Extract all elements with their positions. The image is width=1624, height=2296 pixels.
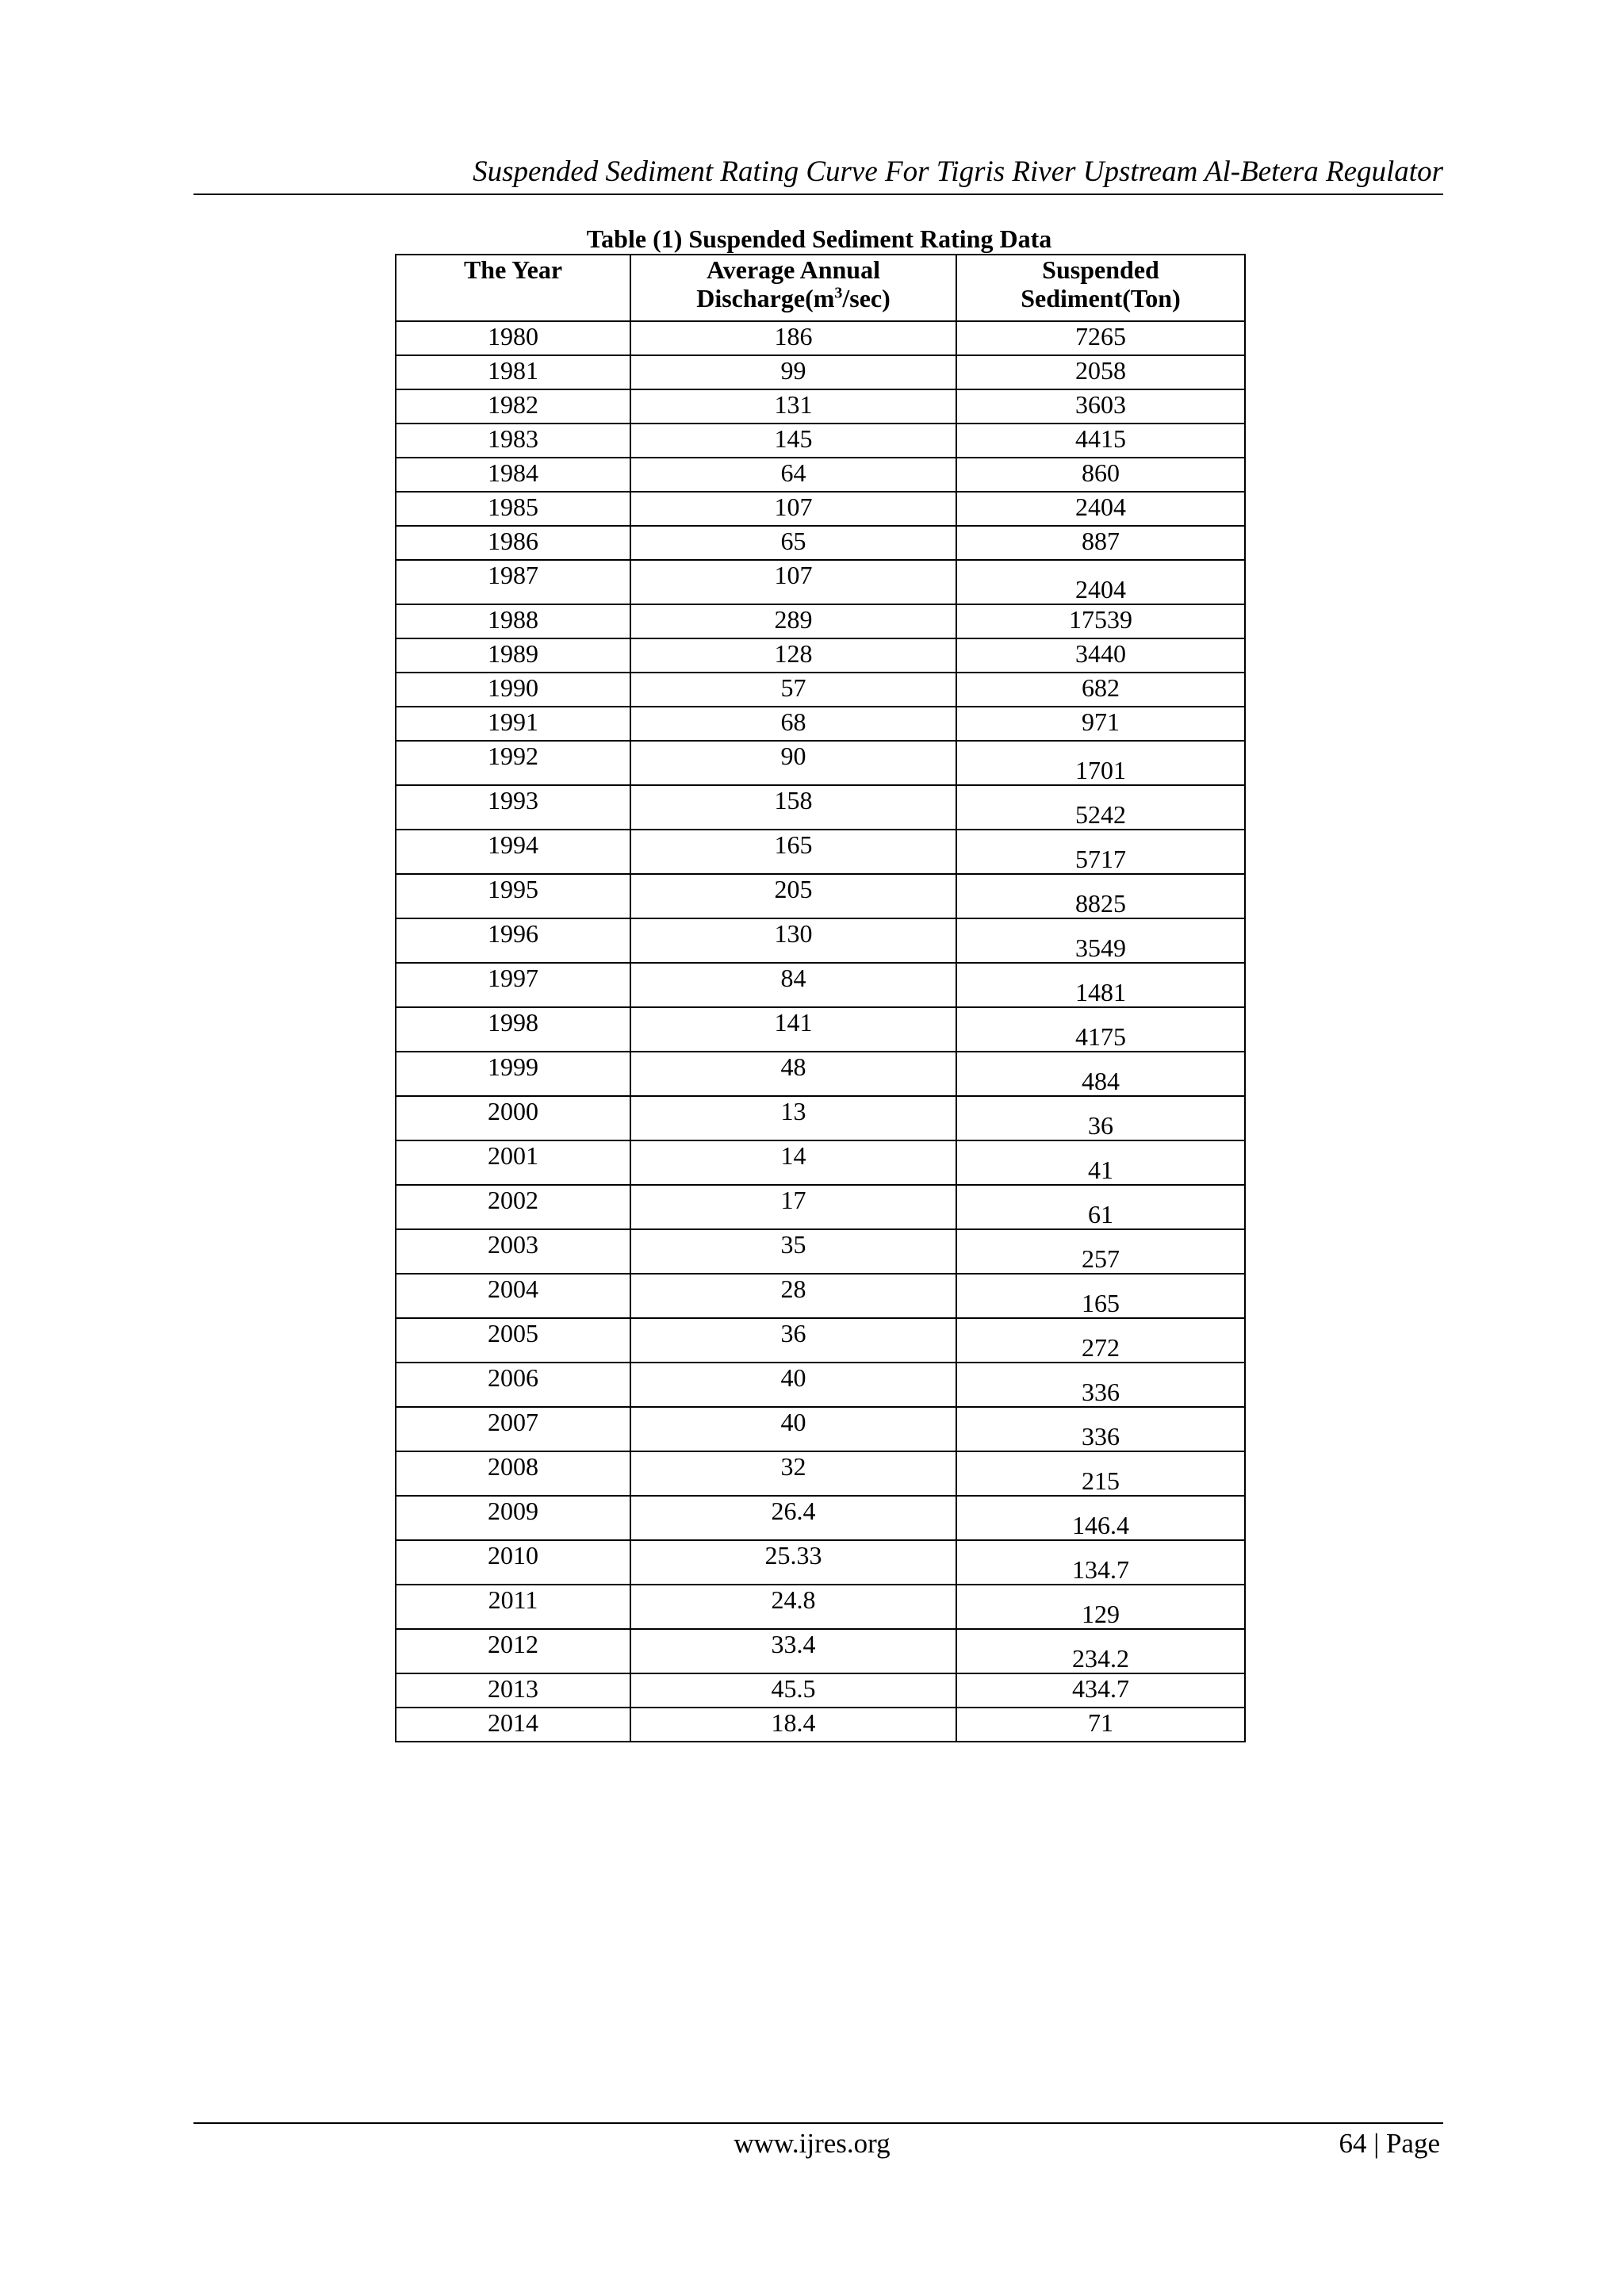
discharge-cell: 45.5	[630, 1673, 956, 1708]
table-row	[396, 1496, 1245, 1540]
table-row	[396, 1407, 1245, 1451]
year-cell: 2012	[396, 1629, 630, 1673]
year-cell: 1991	[396, 707, 630, 741]
year-cell: 1999	[396, 1052, 630, 1096]
table-row	[396, 1673, 1245, 1708]
table-row	[396, 1007, 1245, 1052]
header-divider	[193, 194, 1443, 195]
year-cell: 1982	[396, 389, 630, 424]
sediment-cell: 1481	[956, 963, 1245, 1007]
discharge-cell: 65	[630, 526, 956, 560]
year-cell: 1987	[396, 560, 630, 604]
year-cell: 1983	[396, 424, 630, 458]
discharge-cell: 165	[630, 830, 956, 874]
discharge-cell: 158	[630, 785, 956, 830]
table-row	[396, 1708, 1245, 1742]
column-header-year-label: The Year	[463, 255, 563, 284]
sediment-cell: 3440	[956, 638, 1245, 673]
sediment-cell: 41	[956, 1140, 1245, 1185]
year-cell: 2010	[396, 1540, 630, 1585]
sediment-cell: 434.7	[956, 1673, 1245, 1708]
table-body	[396, 321, 1245, 1742]
table-row	[396, 638, 1245, 673]
year-cell: 2004	[396, 1274, 630, 1318]
discharge-cell: 35	[630, 1229, 956, 1274]
sediment-cell: 3549	[956, 918, 1245, 963]
table-row	[396, 560, 1245, 604]
year-cell: 1998	[396, 1007, 630, 1052]
year-cell: 2006	[396, 1363, 630, 1407]
discharge-cell: 48	[630, 1052, 956, 1096]
table-row	[396, 355, 1245, 389]
table-caption: Table (1) Suspended Sediment Rating Data	[586, 224, 1052, 253]
table-row	[396, 1185, 1245, 1229]
column-header-discharge-line2	[696, 284, 891, 312]
table-row	[396, 1274, 1245, 1318]
sediment-cell: 4175	[956, 1007, 1245, 1052]
discharge-cell: 289	[630, 604, 956, 638]
sediment-cell: 682	[956, 673, 1245, 707]
year-cell: 2000	[396, 1096, 630, 1140]
discharge-cell: 205	[630, 874, 956, 918]
discharge-cell: 99	[630, 355, 956, 389]
discharge-cell: 107	[630, 560, 956, 604]
sediment-cell: 272	[956, 1318, 1245, 1363]
sediment-cell: 8825	[956, 874, 1245, 918]
discharge-cell: 131	[630, 389, 956, 424]
year-cell: 2007	[396, 1407, 630, 1451]
discharge-cell: 18.4	[630, 1708, 956, 1742]
year-cell: 2009	[396, 1496, 630, 1540]
year-cell: 2003	[396, 1229, 630, 1274]
table-row	[396, 526, 1245, 560]
table-row	[396, 741, 1245, 785]
discharge-cell: 64	[630, 458, 956, 492]
sediment-data-table	[395, 254, 1246, 1742]
sediment-cell: 887	[956, 526, 1245, 560]
page-number: 64 | Page	[1339, 2128, 1440, 2159]
year-cell: 2013	[396, 1673, 630, 1708]
year-cell: 1997	[396, 963, 630, 1007]
discharge-cell: 128	[630, 638, 956, 673]
year-cell: 1981	[396, 355, 630, 389]
discharge-cell: 107	[630, 492, 956, 526]
year-cell: 2005	[396, 1318, 630, 1363]
discharge-cell: 40	[630, 1407, 956, 1451]
table-row	[396, 321, 1245, 355]
table-row	[396, 1363, 1245, 1407]
sediment-cell: 971	[956, 707, 1245, 741]
year-cell: 1995	[396, 874, 630, 918]
table-header-row	[396, 255, 1245, 321]
year-cell: 1990	[396, 673, 630, 707]
sediment-cell: 860	[956, 458, 1245, 492]
discharge-unit-prefix: Discharge(m	[696, 284, 835, 312]
discharge-cell: 145	[630, 424, 956, 458]
sediment-cell: 5717	[956, 830, 1245, 874]
table-row	[396, 458, 1245, 492]
table-row	[396, 604, 1245, 638]
discharge-cell: 130	[630, 918, 956, 963]
footer-divider	[193, 2122, 1443, 2124]
table-row	[396, 1540, 1245, 1585]
table-row	[396, 874, 1245, 918]
year-cell: 1992	[396, 741, 630, 785]
table-row	[396, 1629, 1245, 1673]
year-cell: 2008	[396, 1451, 630, 1496]
sediment-cell: 7265	[956, 321, 1245, 355]
discharge-cell: 13	[630, 1096, 956, 1140]
discharge-cell: 26.4	[630, 1496, 956, 1540]
sediment-cell: 5242	[956, 785, 1245, 830]
year-cell: 1988	[396, 604, 630, 638]
table-row	[396, 1585, 1245, 1629]
sediment-cell: 17539	[956, 604, 1245, 638]
year-cell: 1994	[396, 830, 630, 874]
discharge-cell: 33.4	[630, 1629, 956, 1673]
sediment-cell: 146.4	[956, 1496, 1245, 1540]
column-header-sediment-line2: Sediment(Ton)	[1021, 284, 1181, 312]
sediment-cell: 71	[956, 1708, 1245, 1742]
column-header-sediment-line1: Suspended	[1042, 255, 1159, 284]
sediment-cell: 2404	[956, 492, 1245, 526]
discharge-cell: 186	[630, 321, 956, 355]
discharge-cell: 141	[630, 1007, 956, 1052]
sediment-cell: 36	[956, 1096, 1245, 1140]
discharge-cell: 25.33	[630, 1540, 956, 1585]
sediment-cell: 215	[956, 1451, 1245, 1496]
table-row	[396, 918, 1245, 963]
table-row	[396, 1229, 1245, 1274]
footer-url: www.ijres.org	[733, 2128, 891, 2159]
column-header-discharge	[630, 255, 956, 321]
year-cell: 2014	[396, 1708, 630, 1742]
sediment-cell: 3603	[956, 389, 1245, 424]
table-row	[396, 492, 1245, 526]
discharge-cell: 32	[630, 1451, 956, 1496]
sediment-cell: 234.2	[956, 1629, 1245, 1673]
sediment-cell: 2058	[956, 355, 1245, 389]
sediment-cell: 165	[956, 1274, 1245, 1318]
table-row	[396, 707, 1245, 741]
year-cell: 1985	[396, 492, 630, 526]
sediment-cell: 336	[956, 1363, 1245, 1407]
sediment-cell: 134.7	[956, 1540, 1245, 1585]
year-cell: 1980	[396, 321, 630, 355]
discharge-cell: 40	[630, 1363, 956, 1407]
discharge-cell: 57	[630, 673, 956, 707]
table-row	[396, 1318, 1245, 1363]
sediment-cell: 484	[956, 1052, 1245, 1096]
year-cell: 1984	[396, 458, 630, 492]
discharge-cell: 17	[630, 1185, 956, 1229]
year-cell: 1993	[396, 785, 630, 830]
year-cell: 2011	[396, 1585, 630, 1629]
year-cell: 1986	[396, 526, 630, 560]
discharge-unit-suffix: /sec)	[842, 284, 891, 312]
discharge-cell: 28	[630, 1274, 956, 1318]
sediment-cell: 336	[956, 1407, 1245, 1451]
discharge-cell: 36	[630, 1318, 956, 1363]
sediment-cell: 61	[956, 1185, 1245, 1229]
sediment-cell: 257	[956, 1229, 1245, 1274]
discharge-cell: 90	[630, 741, 956, 785]
table-row	[396, 389, 1245, 424]
table-row	[396, 963, 1245, 1007]
discharge-cell: 14	[630, 1140, 956, 1185]
year-cell: 2001	[396, 1140, 630, 1185]
year-cell: 1996	[396, 918, 630, 963]
discharge-cell: 84	[630, 963, 956, 1007]
table-row	[396, 785, 1245, 830]
sediment-cell: 129	[956, 1585, 1245, 1629]
year-cell: 2002	[396, 1185, 630, 1229]
column-header-sediment	[956, 255, 1245, 321]
sediment-cell: 2404	[956, 560, 1245, 604]
table-row	[396, 1052, 1245, 1096]
sediment-cell: 4415	[956, 424, 1245, 458]
column-header-discharge-line1: Average Annual	[707, 255, 880, 284]
discharge-cell: 68	[630, 707, 956, 741]
table-row	[396, 424, 1245, 458]
running-header: Suspended Sediment Rating Curve For Tigris River Upstream Al-Betera Regulator	[473, 155, 1443, 188]
table-row	[396, 1140, 1245, 1185]
discharge-cell: 24.8	[630, 1585, 956, 1629]
column-header-year	[396, 255, 630, 321]
sediment-cell: 1701	[956, 741, 1245, 785]
table-row	[396, 673, 1245, 707]
table-row	[396, 830, 1245, 874]
discharge-unit-exponent: 3	[834, 284, 843, 302]
table-row	[396, 1096, 1245, 1140]
year-cell: 1989	[396, 638, 630, 673]
table-row	[396, 1451, 1245, 1496]
